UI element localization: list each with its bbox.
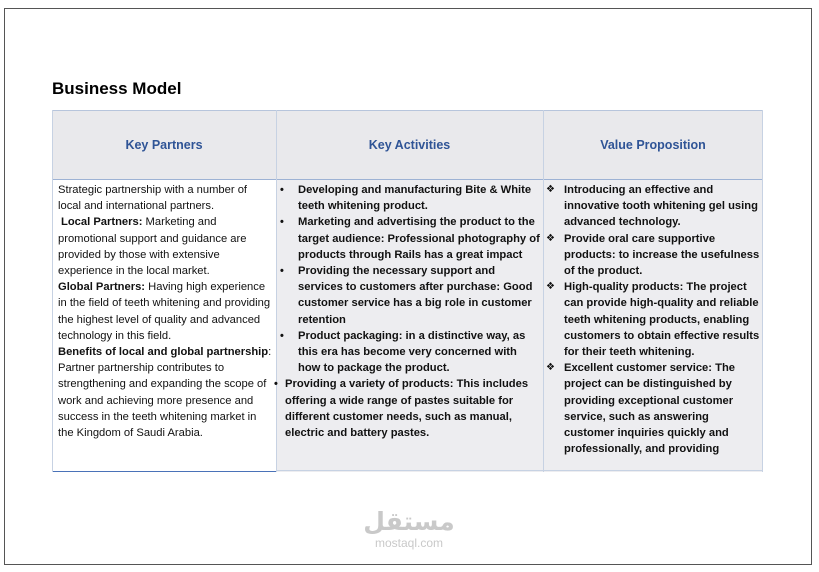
column-divider (762, 110, 763, 472)
bullet-icon: • (280, 184, 284, 196)
list-item: • Providing a variety of products: This includes offering a wide range of pastes suitable for different customer needs, such as manual, electric and battery pastes. (274, 378, 529, 440)
list-item: • Product packaging: in a distinctive way, as this era has become very concerned with how to package the product. (280, 329, 526, 375)
diamond-bullet-icon: ❖ (546, 232, 555, 244)
diamond-bullet-icon: ❖ (546, 184, 555, 195)
list-item: • Developing and manufacturing Bite & White teeth whitening product. (280, 184, 532, 213)
global-partners-text: Having high experience in the field of teeth whitening and providing the highest level of quality and advanced technology in this field. (58, 281, 271, 342)
global-partners-label: Global Partners: (58, 281, 146, 294)
partners-intro: Strategic partnership with a number of local and international partners. (58, 184, 248, 213)
watermark-arabic: مستقل (363, 507, 455, 536)
key-activities-list (274, 182, 542, 441)
bullet-icon: • (280, 265, 284, 278)
table-bottom-border (276, 470, 763, 471)
header-key-activities: Key Activities (368, 138, 451, 152)
page-title: Business Model (52, 79, 182, 98)
list-item: ❖ Introducing an effective and innovative tooth whitening gel using advanced technology. (546, 184, 758, 229)
list-item: ❖ Excellent customer service: The project can be distinguished by providing exceptional customer service, such as answering customer inquiries quickly and professionally, and providing (546, 362, 735, 456)
list-item: ❖ High-quality products: The project can provide high-quality and reliable teeth whitening products, enabling customers to obtain effective results for their teeth whitening. (546, 281, 760, 359)
diamond-bullet-icon: ❖ (546, 362, 555, 374)
local-partners-label: Local Partners: (61, 216, 143, 229)
column-divider (52, 110, 53, 472)
key-partners-text (58, 182, 272, 441)
diamond-bullet-icon: ❖ (546, 281, 555, 293)
column-divider (543, 110, 544, 472)
header-value-proposition: Value Proposition (600, 138, 706, 152)
benefits-text: : Partner partnership contributes to strengthening and expanding the scope of work and achieving more presence and success in the teeth whitening market in the Kingdom of Saudi Arabia. (58, 346, 272, 440)
local-partners-text: Marketing and promotional support and guidance are provided by those with extensive experience in the local market. (58, 216, 247, 278)
value-proposition-list (546, 182, 762, 470)
bullet-icon: • (280, 216, 284, 229)
list-item: ❖ Provide oral care supportive products: to increase the usefulness of the product. (546, 232, 760, 278)
bullet-icon: • (280, 329, 284, 342)
list-item: • Providing the necessary support and services to customers after purchase: Good customer service has a big role in customer retention (280, 265, 533, 326)
list-item: • Marketing and advertising the product to the target audience: Professional photography of products through Rails has a great impact (280, 216, 540, 261)
mostaql-watermark (357, 508, 461, 550)
benefits-label: Benefits of local and global partnership (58, 346, 269, 359)
header-key-partners: Key Partners (125, 138, 203, 152)
watermark-latin: mostaql.com (374, 536, 444, 550)
bullet-icon: • (274, 378, 278, 391)
